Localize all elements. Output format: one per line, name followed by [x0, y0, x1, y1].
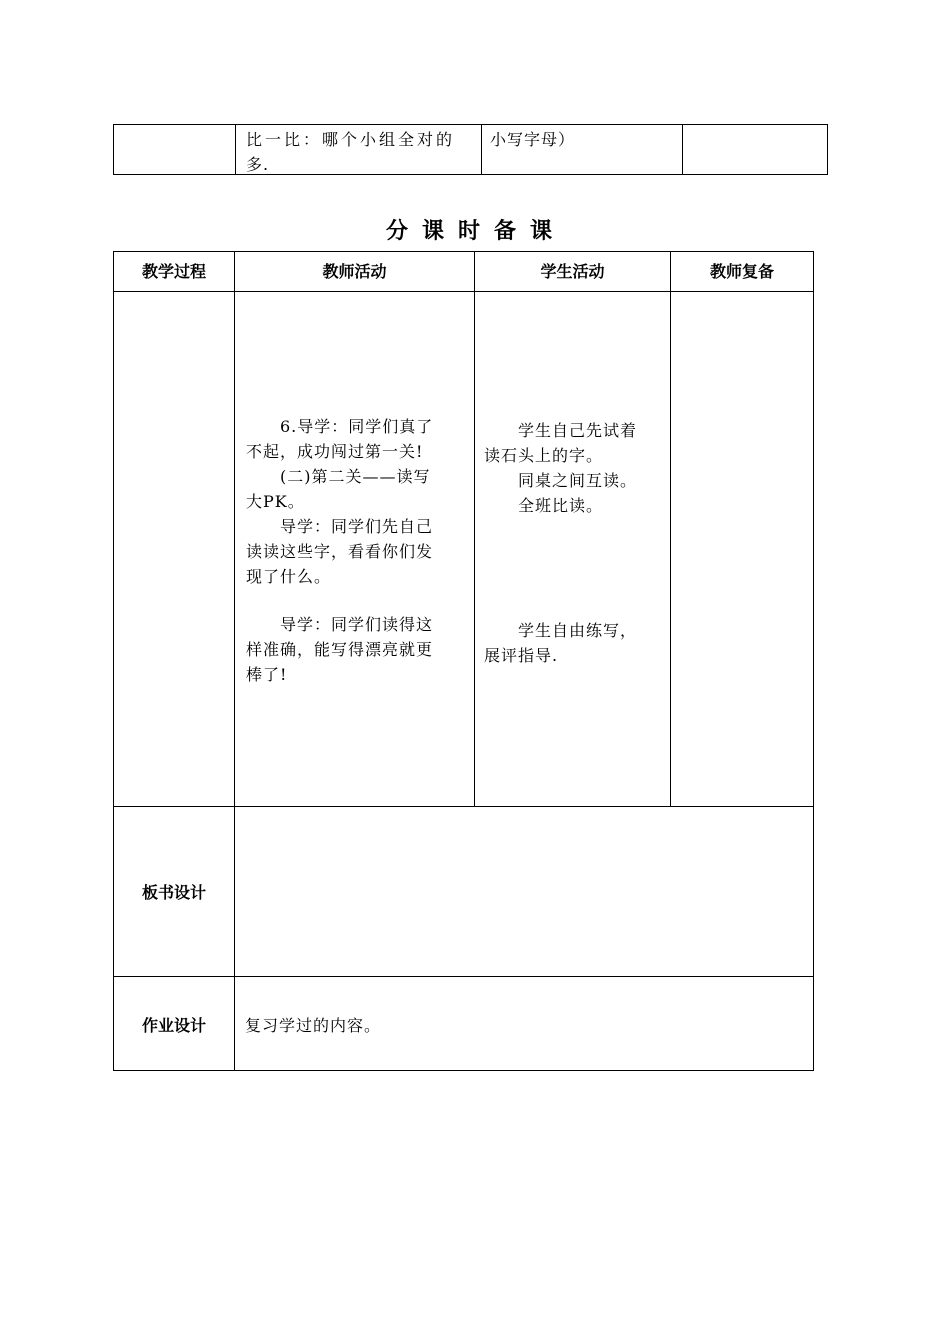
text-line: 导学：同学们读得这	[246, 615, 434, 634]
text-line: 全班比读。	[484, 496, 604, 515]
header-process: 教学过程	[141, 262, 206, 281]
text-line: 不起，成功闯过第一关!	[246, 442, 424, 461]
header-teacher-activity: 教师活动	[322, 262, 387, 281]
header-student-activity: 学生活动	[540, 262, 605, 281]
top-cell-text-line2: 多.	[246, 155, 270, 174]
page-title: 分课时备课	[386, 219, 567, 244]
top-cell-text-col3: 小写字母）	[490, 130, 576, 149]
text-line: 展评指导.	[484, 646, 559, 665]
board-design-label: 板书设计	[141, 883, 206, 902]
text-line: 读石头上的字。	[484, 446, 604, 465]
homework-text: 复习学过的内容。	[245, 1016, 382, 1035]
text-line: 现了什么。	[246, 567, 332, 586]
homework-label: 作业设计	[141, 1016, 206, 1035]
text-line: 棒了!	[246, 665, 288, 684]
text-line: 大PK。	[246, 492, 305, 511]
header-teacher-review: 教师复备	[709, 262, 774, 281]
text-line: 学生自己先试着	[484, 421, 638, 440]
top-cell-text-line1: 比一比：哪个小组全对的	[246, 130, 456, 149]
text-line: 学生自由练写，	[484, 621, 638, 640]
text-line: 样准确，能写得漂亮就更	[246, 640, 434, 659]
text-line: 6.导学：同学们真了	[246, 417, 434, 436]
text-line: 导学：同学们先自己	[246, 517, 434, 536]
text-line: 读读这些字，看看你们发	[246, 542, 434, 561]
text-line: 同桌之间互读。	[484, 471, 638, 490]
text-line: (二)第二关——读写	[246, 467, 431, 486]
